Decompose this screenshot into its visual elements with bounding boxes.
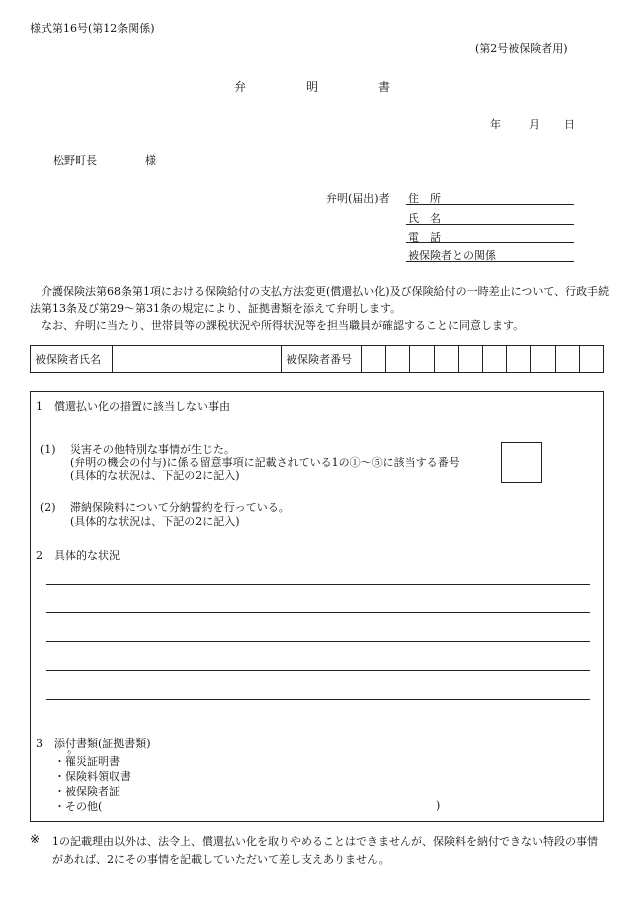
item1-line3: (具体的な状況は、下記の2に記入): [70, 469, 240, 482]
address-line[interactable]: [406, 204, 574, 205]
item1-line1: 災害その他特別な事情が生じた。: [70, 443, 235, 456]
note-mark: ※: [30, 832, 41, 846]
item1-number: (1): [40, 443, 56, 456]
number-digit-cell[interactable]: [555, 346, 579, 373]
ruby-ri: り: [66, 750, 73, 757]
insured-name-cell[interactable]: [113, 346, 282, 373]
addressee-name: 松野町長: [53, 154, 97, 167]
attachment-other: ・その他(: [54, 800, 103, 813]
form-target: (第2号被保険者用): [475, 42, 568, 55]
document-title: [234, 78, 450, 95]
number-digit-cell[interactable]: [410, 346, 434, 373]
title-char: 明: [306, 80, 319, 94]
phone-label: 電 話: [408, 231, 441, 244]
form-number: 様式第16号(第12条関係): [30, 22, 155, 35]
title-char: 書: [378, 80, 391, 94]
number-digit-cell[interactable]: [482, 346, 506, 373]
number-digit-cell[interactable]: [362, 346, 386, 373]
situation-line[interactable]: [46, 699, 590, 700]
relation-line[interactable]: [406, 261, 574, 262]
phone-line[interactable]: [406, 242, 574, 243]
situation-line[interactable]: [46, 641, 590, 642]
number-digit-cell[interactable]: [434, 346, 458, 373]
addressee-honorific: 様: [145, 154, 156, 167]
section2-heading: 2 具体的な状況: [36, 549, 120, 562]
number-digit-cell[interactable]: [386, 346, 410, 373]
situation-line[interactable]: [46, 670, 590, 671]
item2-number: (2): [40, 501, 56, 514]
number-digit-cell[interactable]: [458, 346, 482, 373]
item2-text: [70, 501, 290, 529]
date-day: 日: [564, 118, 575, 131]
item1-text: [70, 443, 460, 482]
attachment-other-close: ): [436, 799, 441, 812]
date-year: 年: [490, 118, 501, 131]
attachment-item: ・罹災証明書: [54, 755, 120, 768]
number-digit-cell[interactable]: [531, 346, 555, 373]
attachment-list: [54, 754, 131, 814]
title-char: 弁: [234, 80, 247, 94]
insured-name-label: 被保険者氏名: [31, 346, 113, 373]
insured-number-label: 被保険者番号: [282, 346, 362, 373]
relation-label: 被保険者との関係: [408, 249, 496, 262]
name-label: 氏 名: [408, 212, 441, 225]
situation-line[interactable]: [46, 584, 590, 585]
date-month: 月: [529, 118, 540, 131]
section3-heading: 3 添付書類(証拠書類): [36, 737, 151, 750]
declarant-label: 弁明(届出)者: [326, 192, 390, 205]
note-text: 1の記載理由以外は、法令上、償還払い化を取りやめることはできませんが、保険料を納付できない特段の事情があれば、2にその事情を記載していただいて差し支えありません。: [52, 835, 598, 866]
item1-line2: (弁明の機会の付与)に係る留意事項に記載されている1の①〜⑤に該当する番号: [70, 456, 460, 469]
section1-heading: 1 償還払い化の措置に該当しない事由: [36, 400, 230, 413]
number-digit-cell[interactable]: [579, 346, 603, 373]
number-digit-cell[interactable]: [507, 346, 531, 373]
situation-line[interactable]: [46, 612, 590, 613]
name-line[interactable]: [406, 224, 574, 225]
item2-line1: 滞納保険料について分納誓約を行っている。: [70, 501, 290, 514]
body-paragraph-1: 介護保険法第68条第1項における保険給付の支払方法変更(償還払い化)及び保険給付の一時差止について、行政手続法第13条及び第29〜第31条の規定により、証拠書類を添えて弁明します。: [30, 285, 610, 315]
address-label: 住 所: [408, 192, 441, 205]
applicable-number-box[interactable]: [501, 442, 542, 483]
item2-line2: (具体的な状況は、下記の2に記入): [70, 515, 240, 528]
attachment-item: ・保険料領収書: [54, 770, 131, 783]
insured-info-table: [30, 345, 604, 373]
body-paragraph-2: なお、弁明に当たり、世帯員等の課税状況や所得状況等を担当職員が確認することに同意します。: [41, 319, 525, 332]
body-text: [30, 283, 610, 334]
attachment-item: ・被保険者証: [54, 785, 120, 798]
